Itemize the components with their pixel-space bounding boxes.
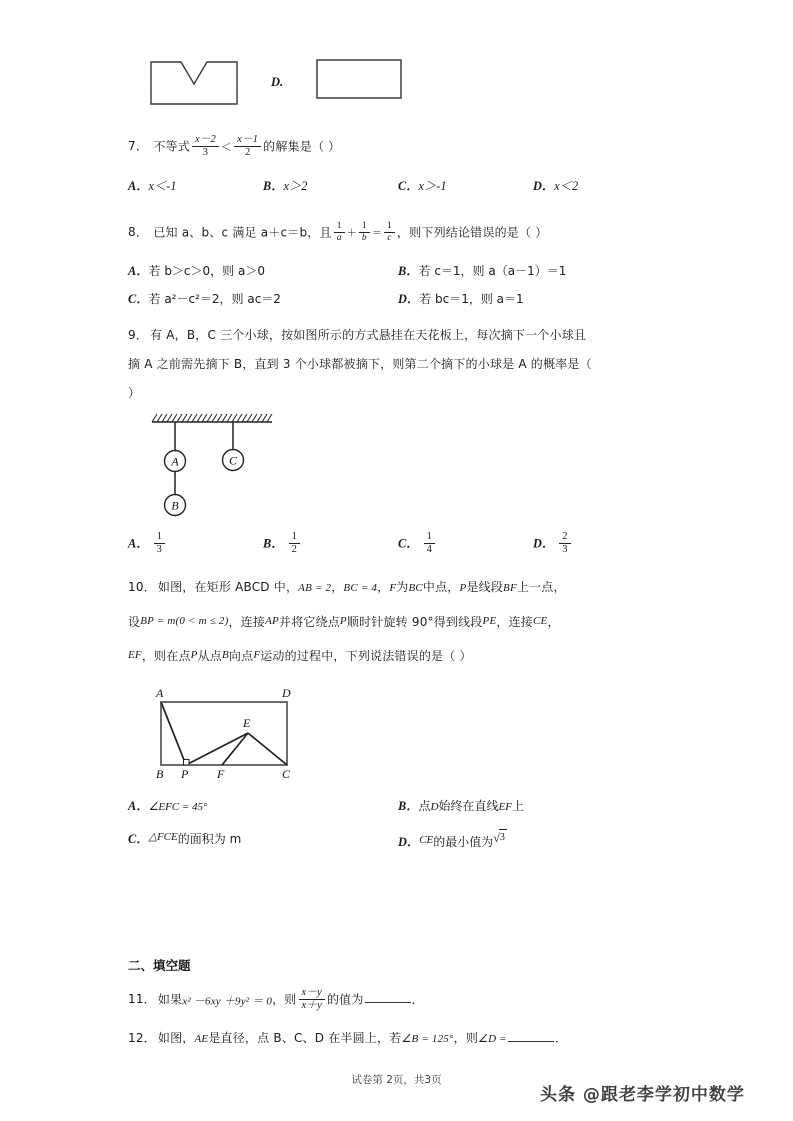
q8-option-a-text: 若 b＞c＞0，则 a＞0 [148, 263, 265, 278]
notched-rectangle-shape [149, 54, 239, 106]
q8-option-b-text: 若 c＝1，则 a（a－1）＝1 [418, 263, 567, 278]
q8-option-a-label: A． [128, 263, 149, 278]
q9-option-d-denominator: 3 [562, 544, 568, 556]
q7-options [128, 177, 668, 195]
q8-frac2-denominator: b [361, 232, 367, 243]
q10-option-c[interactable] [128, 829, 398, 851]
q9-option-a-label: A． [128, 536, 149, 551]
q9-option-d-fraction [559, 531, 570, 556]
q7-number: 7． [128, 139, 149, 154]
q10-option-d-radicand: 3 [499, 829, 507, 845]
q8-fraction-3 [384, 221, 395, 244]
q11-stem-b: ，则 [272, 992, 297, 1007]
q7-stem-tail: 的解集是（ ） [263, 139, 341, 154]
q10-option-b-v2: EF [498, 801, 512, 814]
question-12 [128, 1029, 668, 1048]
q8-frac1-numerator: 1 [334, 221, 345, 233]
option-d-label: D. [271, 75, 284, 89]
q10-stem-line1 [128, 578, 668, 597]
q10-l3b: ，则在点 [141, 648, 191, 663]
q10-option-d-pre: CE [419, 833, 434, 846]
question-10 [128, 578, 668, 851]
q8-options-row1 [128, 262, 668, 280]
q10-l2j: CE [532, 614, 548, 627]
q8-stem [128, 222, 668, 245]
q10-l1f: F [389, 582, 397, 594]
q12-angle-d: ∠D = [478, 1033, 507, 1046]
q8-option-c-text: 若 a²－c²＝2，则 ac＝2 [148, 292, 281, 307]
q8-frac1-denominator: a [336, 232, 342, 243]
q8-stem-lead: 已知 a、b、c 满足 a＋c＝b，且 [153, 225, 332, 240]
q9-option-c-label: C． [398, 536, 419, 551]
q10-l3c: P [190, 648, 198, 661]
question-9 [128, 326, 668, 557]
q9-option-d-numerator: 2 [559, 531, 570, 544]
q9-option-c-numerator: 1 [424, 531, 435, 544]
q10-l1b: AB = 2 [298, 582, 332, 594]
section2-heading: 二、填空题 [128, 958, 191, 973]
q10-l2g: 顺时针旋转 90°得到线段 [346, 614, 483, 629]
q7-option-b-text: x＞2 [283, 179, 308, 194]
q9-option-c-fraction [424, 531, 435, 556]
q10-option-d-label: D． [398, 834, 420, 849]
q10-l1k: 是线段 [466, 580, 504, 594]
q12-stem-c: ，则 [453, 1031, 479, 1046]
q11-answer-blank[interactable] [365, 991, 411, 1003]
q10-l3e: B [221, 648, 229, 661]
q10-l1i: 中点， [422, 580, 460, 594]
q10-l2d: AP [265, 614, 279, 627]
q9-option-a[interactable] [128, 532, 263, 557]
vertex-label-d: D [282, 686, 291, 701]
q7-option-b[interactable] [263, 177, 398, 195]
q8-fraction-2 [359, 221, 370, 244]
q8-stem-tail: ，则下列结论错误的是（ ） [396, 225, 548, 240]
q9-option-c[interactable] [398, 532, 533, 557]
q12-angle-b: ∠B = 125° [401, 1033, 454, 1046]
ball-label-b: B [171, 498, 179, 513]
q10-l2i: ，连接 [496, 614, 533, 629]
q7-option-d[interactable] [533, 177, 668, 195]
q10-l1c: ， [331, 580, 344, 594]
q10-stem-line3 [128, 647, 668, 665]
q12-ae: AE [194, 1033, 209, 1046]
vertex-label-f: F [217, 767, 225, 782]
q10-l1e: ， [377, 580, 390, 594]
q9-stem-line3: ） [128, 386, 141, 400]
q10-l1l: BF [503, 582, 517, 594]
q9-line1-text: 有 A，B，C 三个小球，按如图所示的方式悬挂在天花板上，每次摘下一个小球且 [150, 328, 587, 342]
q10-l1d: BC = 4 [343, 582, 378, 594]
q8-option-b-label: B． [398, 263, 419, 278]
q10-option-d-mid: 的最小值为 [433, 834, 494, 849]
q9-option-b-label: B． [263, 536, 284, 551]
q10-l2c: ，连接 [228, 614, 266, 629]
q10-option-b-post: 上 [511, 799, 524, 814]
q10-option-c-label: C． [128, 831, 149, 846]
q7-frac-right-denominator: 2 [244, 147, 251, 159]
plain-rectangle-shape [315, 58, 403, 104]
q8-option-a[interactable] [128, 262, 398, 280]
q8-frac3-numerator: 1 [384, 221, 395, 233]
q11-number: 11． [128, 992, 156, 1007]
rectangle-abcd-diagram [149, 681, 339, 781]
question-11 [128, 988, 668, 1013]
q11-stem-c: 的值为 [326, 992, 364, 1007]
q7-stem-lead: 不等式 [153, 139, 190, 154]
q11-frac-numerator: x－y [299, 987, 325, 1000]
q11-stem-a: 如果 [157, 992, 183, 1007]
q8-option-c-label: C． [128, 292, 149, 307]
section-fill-in-blank [128, 956, 668, 1048]
vertex-label-a: A [156, 686, 164, 701]
q10-l2e: 并将它绕点 [278, 614, 340, 629]
q9-options [128, 532, 668, 557]
q7-option-d-text: x＜2 [554, 179, 579, 194]
q10-l2k: ， [547, 614, 560, 629]
q7-option-c-label: C． [398, 179, 419, 194]
q8-option-d[interactable] [398, 290, 668, 308]
q10-l1g: 为 [396, 580, 409, 594]
q10-l3f: 向点 [228, 648, 254, 663]
hanging-balls-diagram [148, 410, 318, 520]
q12-stem-d: ． [554, 1031, 568, 1046]
q8-options-row2 [128, 290, 668, 308]
q10-l3g: F [253, 648, 261, 661]
q9-option-b[interactable] [263, 532, 398, 557]
q11-frac-denominator: x＋y [301, 1000, 322, 1012]
q7-frac-left-numerator: x－2 [192, 134, 219, 147]
q10-option-b-v1: D [430, 801, 439, 814]
q10-option-b-mid: 始终在直线 [438, 799, 499, 814]
q10-l1m: 上一点， [516, 580, 566, 594]
sqrt-icon: √3 [493, 830, 505, 845]
q7-relation: ＜ [220, 141, 233, 154]
q10-l2h: PE [482, 614, 497, 627]
q9-option-a-denominator: 3 [156, 544, 162, 556]
q7-option-a-text: x＜-1 [148, 179, 177, 194]
q8-option-d-text: 若 bc＝1，则 a＝1 [419, 292, 524, 307]
q8-option-c[interactable] [128, 290, 398, 308]
q9-stem-line1 [128, 326, 668, 344]
q8-equals-sign: ＝ [371, 228, 383, 240]
q7-option-d-label: D． [533, 179, 555, 194]
q10-l1j: P [459, 582, 467, 594]
q7-fraction-right [234, 134, 261, 159]
q10-option-b-pre: 点 [418, 799, 431, 814]
q10-l3h: 运动的过程中，下列说法错误的是（ ） [260, 648, 472, 663]
q10-option-c-post: 的面积为 m [177, 831, 242, 846]
q8-plus-sign: ＋ [346, 228, 357, 240]
q7-fraction-left [192, 134, 219, 159]
q9-option-a-numerator: 1 [154, 531, 165, 544]
q10-l3a: EF [128, 648, 142, 661]
q9-option-b-numerator: 1 [289, 531, 300, 544]
q11-expression: x² －6xy ＋9y² ＝ 0 [182, 995, 273, 1008]
q12-number: 12． [128, 1031, 156, 1046]
q8-number: 8． [128, 225, 149, 240]
q9-option-b-denominator: 2 [291, 544, 297, 556]
q7-option-a-label: A． [128, 179, 149, 194]
q10-options-row2 [128, 829, 668, 851]
q11-fraction [299, 987, 325, 1012]
q11-stem-d: ． [411, 992, 424, 1007]
question-7 [128, 135, 668, 196]
vertex-label-e: E [243, 716, 251, 731]
top-shape-fragment [128, 46, 668, 108]
q12-answer-blank[interactable] [508, 1030, 554, 1042]
watermark-text: 头条 @跟老李学初中数学 [540, 1085, 745, 1105]
q7-option-b-label: B． [263, 179, 284, 194]
q8-option-b[interactable] [398, 262, 668, 280]
q10-option-a-text: ∠EFC = 45° [148, 801, 208, 814]
q10-l3d: 从点 [197, 648, 222, 663]
vertex-label-b: B [156, 767, 164, 782]
q7-stem [128, 135, 668, 160]
q12-stem-a: 如图， [157, 1031, 195, 1046]
q10-option-a[interactable] [128, 797, 398, 816]
q9-option-a-fraction [154, 531, 165, 556]
page-footer: 试卷第 2页，共3页 [351, 1074, 442, 1086]
q9-option-b-fraction [289, 531, 300, 556]
q8-fraction-1 [334, 221, 345, 244]
vertex-label-c: C [282, 767, 291, 782]
q7-frac-right-numerator: x－1 [234, 134, 261, 147]
q10-option-c-pre: △FCE [148, 830, 178, 843]
q9-option-d[interactable] [533, 532, 668, 557]
q9-option-c-denominator: 4 [426, 544, 432, 556]
q12-stem-b: 是直径，点 B、C、D 在半圆上，若 [208, 1031, 402, 1046]
q10-l1h: BC [408, 582, 423, 594]
q10-number: 10． [128, 580, 156, 594]
q10-option-d[interactable] [398, 829, 668, 851]
vertex-label-p: P [181, 767, 189, 782]
q10-stem-line2 [128, 613, 668, 631]
q9-stem-line2: 摘 A 之前需先摘下 B，直到 3 个小球都被摘下，则第二个摘下的小球是 A 的概率是（ [128, 357, 592, 371]
ball-label-c: C [228, 453, 238, 468]
q10-l2f: P [339, 614, 347, 627]
q8-option-d-label: D． [398, 292, 420, 307]
q10-l2b: BP = m(0 < m ≤ 2) [140, 614, 229, 627]
ball-label-a: A [171, 454, 179, 469]
q9-option-d-label: D． [533, 536, 555, 551]
q9-number: 9． [128, 328, 149, 342]
q7-option-a[interactable] [128, 177, 263, 195]
q10-option-a-label: A． [128, 799, 149, 814]
q8-frac3-denominator: c [387, 232, 392, 243]
question-8 [128, 222, 668, 309]
q8-frac2-numerator: 1 [359, 221, 370, 233]
q7-frac-left-denominator: 3 [202, 147, 209, 159]
q7-option-c[interactable] [398, 177, 533, 195]
q10-option-b-label: B． [398, 799, 419, 814]
q10-option-b[interactable] [398, 797, 668, 816]
q10-l1a: 如图，在矩形 ABCD 中， [157, 580, 299, 594]
q10-options-row1 [128, 797, 668, 816]
q10-l2a: 设 [128, 614, 141, 629]
q7-option-c-text: x＞-1 [418, 179, 447, 194]
